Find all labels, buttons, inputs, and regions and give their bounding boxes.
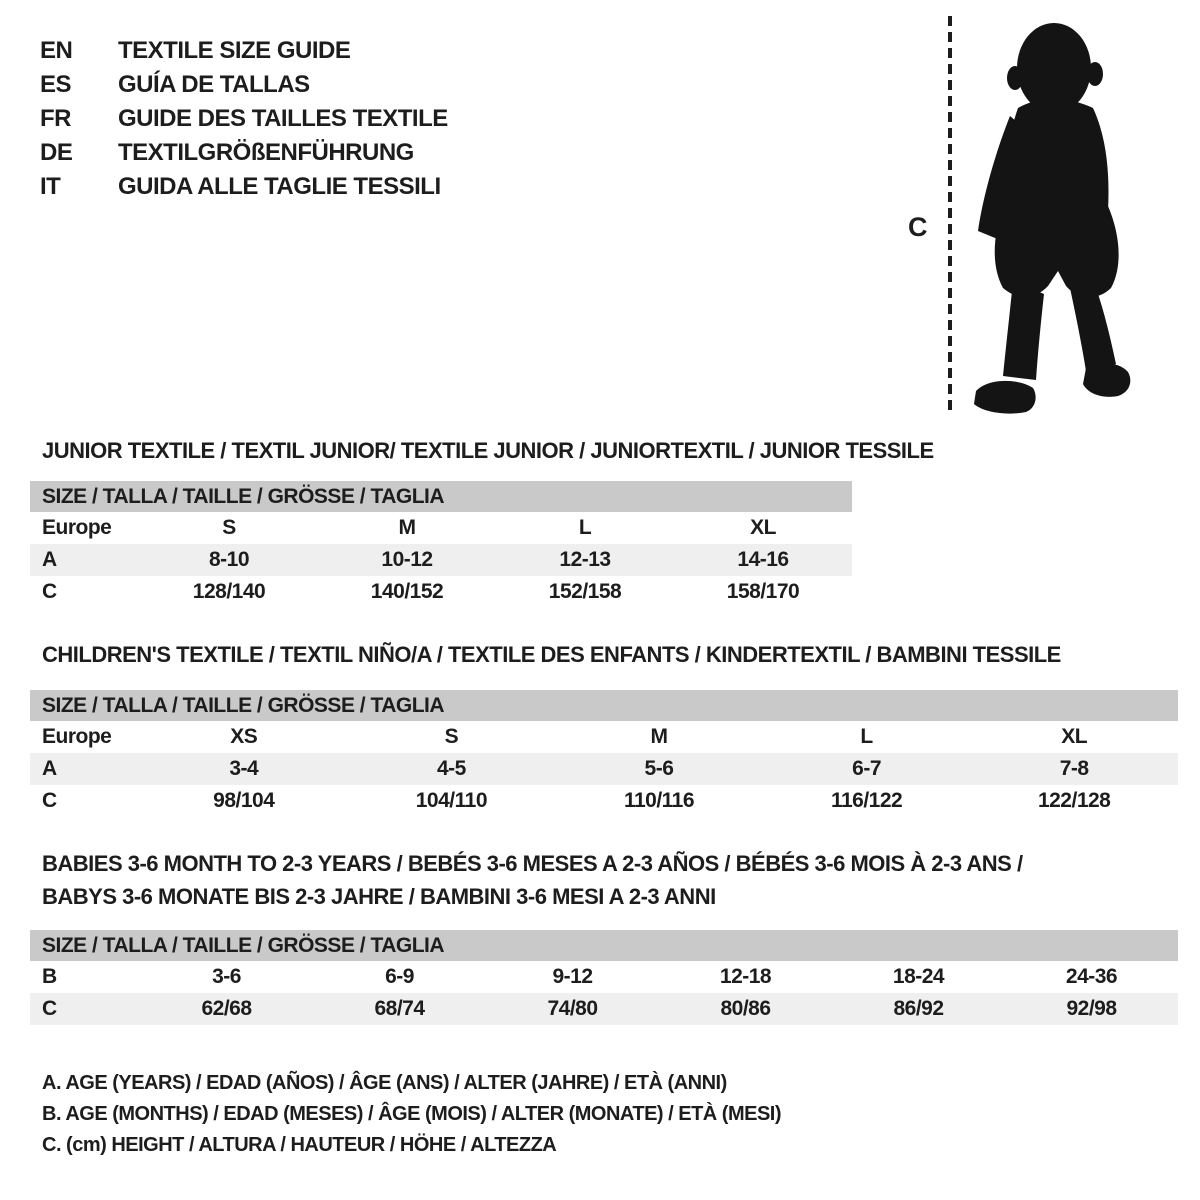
table-cell: 80/86: [720, 997, 771, 1020]
row-label: Europe: [42, 725, 112, 748]
language-row-it: [40, 170, 448, 204]
row-label: B: [42, 965, 57, 988]
legend: [42, 1068, 781, 1161]
legend-age-months: B. AGE (MONTHS) / EDAD (MESES) / ÂGE (MOIS) / ALTER (MONATE) / ETÀ (MESI): [42, 1103, 782, 1125]
table-cell: 152/158: [548, 580, 622, 603]
height-measure-dashed-line: [948, 16, 952, 416]
table-cell: 68/74: [374, 997, 425, 1020]
table-cell: 24-36: [1065, 965, 1118, 988]
table-cell: 6-9: [385, 965, 414, 988]
table-cell: 62/68: [201, 997, 252, 1020]
language-code: FR: [40, 105, 71, 132]
table-row-age: [30, 544, 852, 576]
language-list: [40, 34, 448, 204]
table-row-height: [30, 993, 1178, 1025]
size-header-bar: SIZE / TALLA / TAILLE / GRÖSSE / TAGLIA: [30, 481, 852, 512]
size-header-bar: SIZE / TALLA / TAILLE / GRÖSSE / TAGLIA: [30, 930, 1178, 961]
language-row-en: [40, 34, 448, 68]
height-measure-label: C: [908, 212, 927, 242]
table-cell: 9-12: [552, 965, 593, 988]
language-title: GUÍA DE TALLAS: [118, 71, 310, 98]
table-cell: 3-6: [212, 965, 241, 988]
table-row-age: [30, 753, 1178, 785]
row-label: C: [42, 997, 57, 1020]
language-row-de: [40, 136, 448, 170]
table-cell: 104/110: [415, 789, 488, 812]
row-label: A: [42, 757, 57, 780]
table-cell: M: [650, 725, 668, 748]
table-cell: L: [860, 725, 873, 748]
table-cell: XS: [230, 725, 258, 748]
table-cell: 4-5: [436, 757, 466, 780]
table-cell: XL: [750, 516, 776, 539]
section-title-children: CHILDREN'S TEXTILE / TEXTIL NIÑO/A / TEXTILE DES ENFANTS / KINDERTEXTIL / BAMBINI TESSILE: [42, 642, 1061, 667]
table-cell: 92/98: [1066, 997, 1117, 1020]
table-cell: 10-12: [381, 548, 433, 571]
table-row-months: [30, 961, 1178, 993]
table-cell: 12-18: [719, 965, 772, 988]
legend-age-years: A. AGE (YEARS) / EDAD (AÑOS) / ÂGE (ANS) / ALTER (JAHRE) / ETÀ (ANNI): [42, 1072, 727, 1094]
language-title: TEXTILE SIZE GUIDE: [118, 37, 351, 64]
table-cell: S: [222, 516, 236, 539]
toddler-silhouette-icon: [958, 14, 1144, 420]
table-row-europe: [30, 512, 852, 544]
size-header-bar: SIZE / TALLA / TAILLE / GRÖSSE / TAGLIA: [30, 690, 1178, 721]
table-cell: 7-8: [1059, 757, 1089, 780]
language-code: DE: [40, 139, 73, 166]
language-title: TEXTILGRÖßENFÜHRUNG: [118, 139, 414, 166]
table-cell: XL: [1061, 725, 1088, 748]
section-title-babies-line1: BABIES 3-6 MONTH TO 2-3 YEARS / BEBÉS 3-6 MESES A 2-3 AÑOS / BÉBÉS 3-6 MOIS À 2-3 ANS /: [42, 851, 1023, 876]
table-cell: S: [444, 725, 459, 748]
junior-size-table: [30, 481, 852, 608]
table-row-height: [30, 785, 1178, 817]
language-row-fr: [40, 102, 448, 136]
table-cell: 122/128: [1037, 789, 1111, 812]
language-title: GUIDA ALLE TAGLIE TESSILI: [118, 173, 441, 200]
table-cell: 3-4: [229, 757, 259, 780]
table-cell: L: [578, 516, 592, 539]
table-cell: 8-10: [208, 548, 250, 571]
table-row-height: [30, 576, 852, 608]
language-code: IT: [40, 173, 61, 200]
table-cell: M: [398, 516, 416, 539]
table-cell: 110/116: [623, 789, 695, 812]
row-label: A: [42, 548, 57, 571]
row-label: C: [42, 789, 57, 812]
table-row-europe: [30, 721, 1178, 753]
children-size-table: [30, 690, 1178, 817]
section-title-babies-line2: BABYS 3-6 MONATE BIS 2-3 JAHRE / BAMBINI 3-6 MESI A 2-3 ANNI: [42, 884, 716, 909]
table-cell: 12-13: [559, 548, 611, 571]
table-cell: 86/92: [893, 997, 944, 1020]
language-code: ES: [40, 71, 72, 98]
table-cell: 18-24: [892, 965, 945, 988]
legend-height-cm: C. (cm) HEIGHT / ALTURA / HAUTEUR / HÖHE / ALTEZZA: [42, 1134, 557, 1156]
row-label: C: [42, 580, 57, 603]
table-cell: 98/104: [213, 789, 275, 812]
table-cell: 158/170: [726, 580, 800, 603]
table-cell: 74/80: [547, 997, 598, 1020]
table-cell: 14-16: [737, 548, 789, 571]
table-cell: 5-6: [644, 757, 674, 780]
language-title: GUIDE DES TAILLES TEXTILE: [118, 105, 448, 132]
table-cell: 128/140: [192, 580, 266, 603]
section-title-junior: JUNIOR TEXTILE / TEXTIL JUNIOR/ TEXTILE JUNIOR / JUNIORTEXTIL / JUNIOR TESSILE: [42, 438, 934, 463]
language-row-es: [40, 68, 448, 102]
language-code: EN: [40, 37, 73, 64]
table-cell: 6-7: [852, 757, 881, 780]
babies-size-table: [30, 930, 1178, 1025]
table-cell: 140/152: [370, 580, 444, 603]
table-cell: 116/122: [830, 789, 903, 812]
row-label: Europe: [42, 516, 112, 539]
